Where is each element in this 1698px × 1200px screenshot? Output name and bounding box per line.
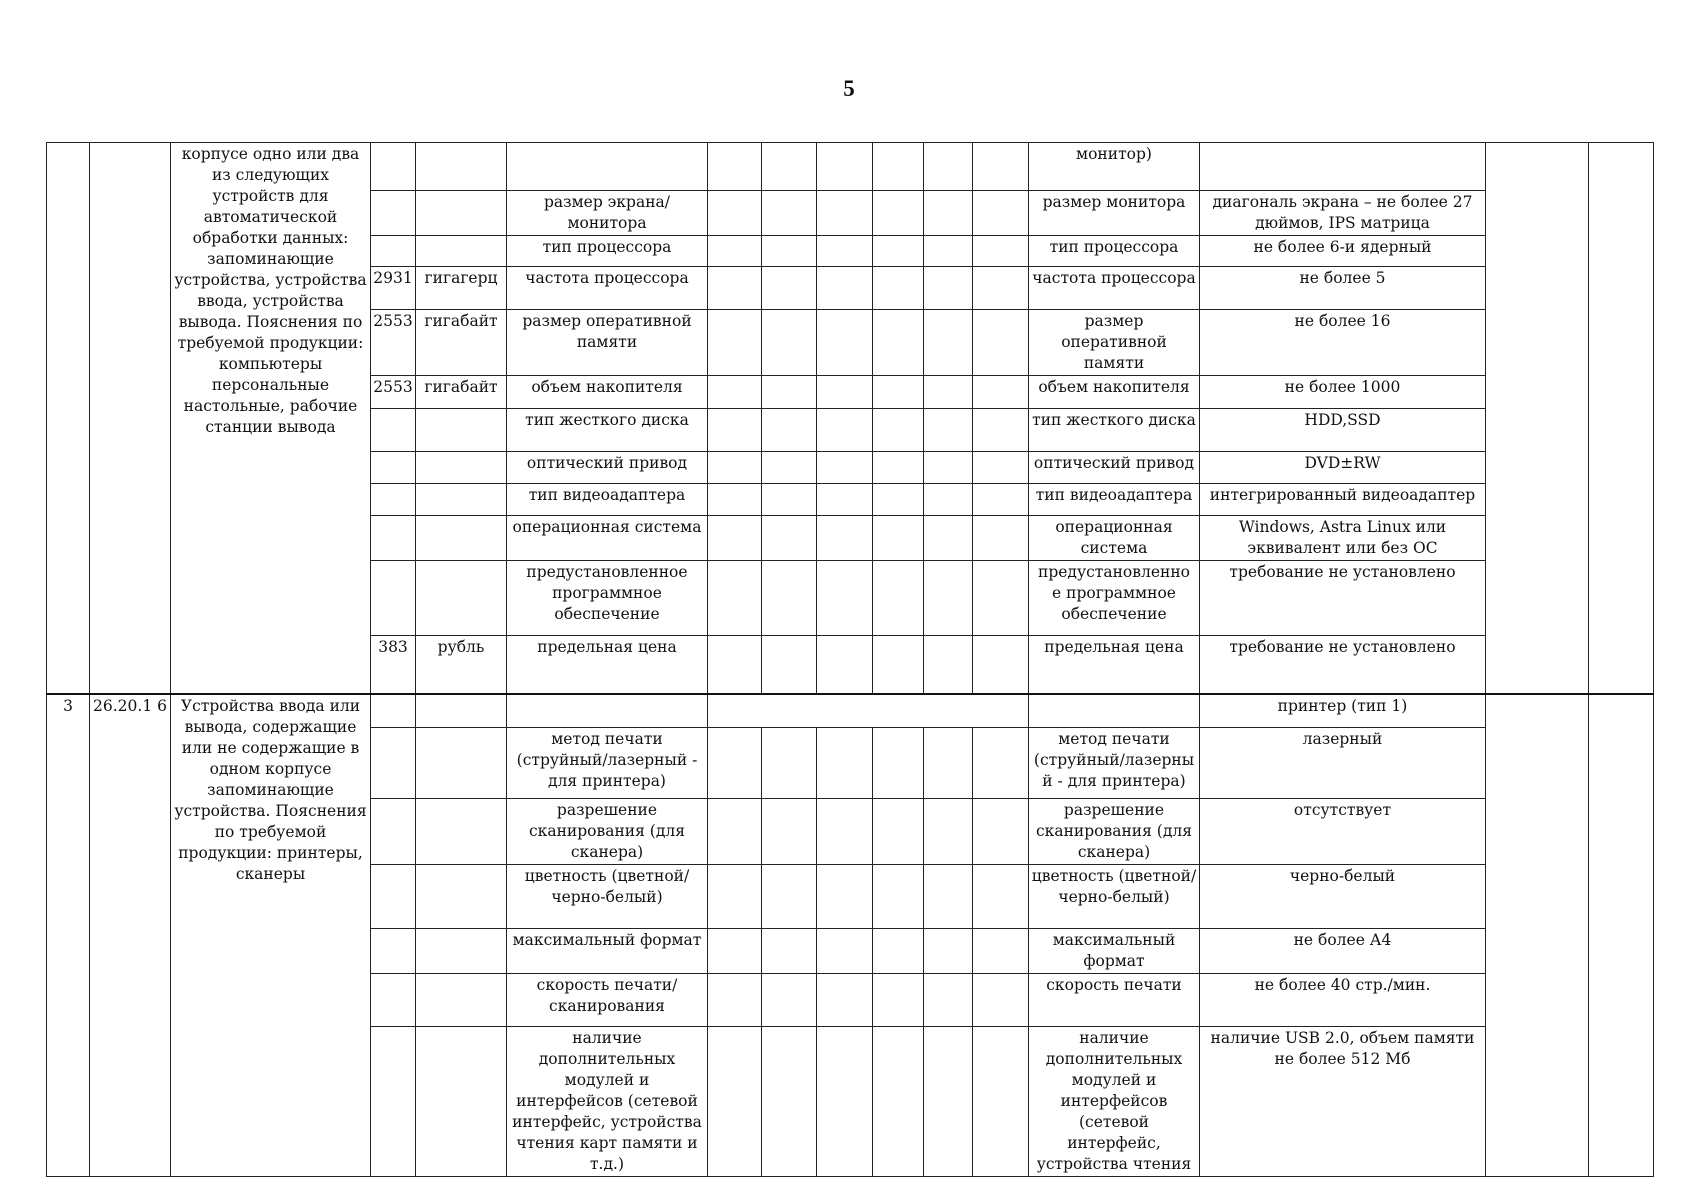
code-cell	[371, 974, 416, 1027]
empty-cell	[924, 929, 973, 974]
value-cell: требование не установлено	[1200, 636, 1486, 694]
empty-cell	[1486, 143, 1589, 694]
value-cell: принтер (тип 1)	[1200, 694, 1486, 728]
characteristic-cell: наличие дополнительных модулей и интерфейсов (сетевой интерфейс, устройства чтения	[1029, 1027, 1200, 1177]
empty-cell	[708, 484, 762, 516]
okpd-code: 26.20.1 6	[90, 694, 171, 1177]
name-cell: размер оперативной памяти	[507, 310, 708, 376]
code-cell	[371, 929, 416, 974]
specification-table	[46, 142, 1654, 1177]
unit-cell: гигагерц	[416, 267, 507, 310]
name-cell: тип процессора	[507, 236, 708, 267]
name-cell: размер экрана/монитора	[507, 191, 708, 236]
unit-cell	[416, 974, 507, 1027]
table-row	[47, 143, 1654, 191]
empty-cell	[817, 409, 873, 452]
empty-cell	[708, 516, 762, 561]
empty-cell	[924, 1027, 973, 1177]
empty-cell	[873, 561, 924, 636]
empty-cell	[817, 1027, 873, 1177]
empty-cell	[817, 452, 873, 484]
characteristic-cell: оптический привод	[1029, 452, 1200, 484]
name-cell: предельная цена	[507, 636, 708, 694]
empty-cell	[1486, 694, 1589, 1177]
empty-cell	[817, 974, 873, 1027]
name-cell: разрешение сканирования (для сканера)	[507, 799, 708, 865]
empty-cell	[817, 799, 873, 865]
empty-cell	[817, 143, 873, 191]
empty-cell	[817, 929, 873, 974]
empty-cell	[924, 636, 973, 694]
empty-cell	[708, 310, 762, 376]
empty-cell	[708, 191, 762, 236]
empty-cell	[817, 484, 873, 516]
value-cell: не более 5	[1200, 267, 1486, 310]
empty-cell	[708, 799, 762, 865]
value-cell: лазерный	[1200, 728, 1486, 799]
name-cell: скорость печати/сканирования	[507, 974, 708, 1027]
unit-cell	[416, 929, 507, 974]
name-cell: операционная система	[507, 516, 708, 561]
empty-cell	[817, 865, 873, 929]
characteristic-cell: размер оперативной памяти	[1029, 310, 1200, 376]
value-cell: DVD±RW	[1200, 452, 1486, 484]
unit-cell	[416, 143, 507, 191]
empty-cell	[708, 409, 762, 452]
characteristic-cell: частота процессора	[1029, 267, 1200, 310]
name-cell: оптический привод	[507, 452, 708, 484]
empty-cell	[973, 561, 1029, 636]
unit-cell	[416, 452, 507, 484]
empty-cell	[924, 143, 973, 191]
product-description: Устройства ввода или вывода, содержащие или не содержащие в одном корпусе запоминающие устройства. Пояснения по требуемой продукции: принтеры, сканеры	[171, 694, 371, 1177]
characteristic-cell: размер монитора	[1029, 191, 1200, 236]
empty-cell	[973, 1027, 1029, 1177]
empty-cell	[762, 452, 817, 484]
value-cell: не более 6-и ядерный	[1200, 236, 1486, 267]
name-cell: тип видеоадаптера	[507, 484, 708, 516]
empty-cell	[973, 728, 1029, 799]
code-cell	[371, 516, 416, 561]
characteristic-cell: тип видеоадаптера	[1029, 484, 1200, 516]
code-cell	[371, 728, 416, 799]
empty-cell	[762, 865, 817, 929]
name-cell: тип жесткого диска	[507, 409, 708, 452]
unit-cell	[416, 409, 507, 452]
empty-cell	[708, 236, 762, 267]
characteristic-cell: максимальный формат	[1029, 929, 1200, 974]
code-cell	[371, 484, 416, 516]
empty-cell	[873, 865, 924, 929]
page-number: 5	[843, 76, 855, 101]
code-cell	[371, 865, 416, 929]
empty-cell	[708, 452, 762, 484]
code-cell	[371, 1027, 416, 1177]
empty-cell	[873, 409, 924, 452]
empty-cell	[924, 236, 973, 267]
empty-cell	[924, 974, 973, 1027]
empty-cell	[817, 728, 873, 799]
empty-cell	[973, 409, 1029, 452]
characteristic-cell: объем накопителя	[1029, 376, 1200, 409]
code-cell	[371, 236, 416, 267]
unit-cell	[416, 236, 507, 267]
empty-cell	[708, 143, 762, 191]
empty-cell	[762, 974, 817, 1027]
empty-cell	[47, 143, 90, 694]
empty-cell	[1029, 694, 1200, 728]
empty-cell	[973, 310, 1029, 376]
empty-cell	[973, 929, 1029, 974]
empty-cell	[973, 267, 1029, 310]
value-cell: отсутствует	[1200, 799, 1486, 865]
empty-cell	[873, 484, 924, 516]
unit-cell: гигабайт	[416, 376, 507, 409]
name-cell: объем накопителя	[507, 376, 708, 409]
empty-cell	[708, 1027, 762, 1177]
empty-cell	[973, 143, 1029, 191]
empty-cell	[762, 516, 817, 561]
value-cell: не более 16	[1200, 310, 1486, 376]
empty-cell	[1589, 143, 1654, 694]
empty-cell	[873, 267, 924, 310]
name-cell: метод печати (струйный/лазерный - для принтера)	[507, 728, 708, 799]
empty-cell	[507, 694, 708, 728]
empty-cell	[873, 143, 924, 191]
empty-cell	[873, 929, 924, 974]
empty-cell	[708, 636, 762, 694]
empty-cell	[708, 694, 1029, 728]
unit-cell	[416, 561, 507, 636]
empty-cell	[762, 1027, 817, 1177]
value-cell: наличие USB 2.0, объем памяти не более 512 Мб	[1200, 1027, 1486, 1177]
code-cell: 2553	[371, 310, 416, 376]
empty-cell	[817, 561, 873, 636]
empty-cell	[973, 516, 1029, 561]
empty-cell	[708, 376, 762, 409]
code-cell	[371, 452, 416, 484]
value-cell: не более А4	[1200, 929, 1486, 974]
empty-cell	[873, 974, 924, 1027]
row-number: 3	[47, 694, 90, 1177]
empty-cell	[708, 974, 762, 1027]
empty-cell	[973, 452, 1029, 484]
value-cell: Windows, Astra Linux или эквивалент или без ОС	[1200, 516, 1486, 561]
name-cell: цветность (цветной/черно-белый)	[507, 865, 708, 929]
characteristic-cell: скорость печати	[1029, 974, 1200, 1027]
empty-cell	[873, 236, 924, 267]
empty-cell	[762, 310, 817, 376]
empty-cell	[873, 728, 924, 799]
value-cell: HDD,SSD	[1200, 409, 1486, 452]
characteristic-cell: монитор)	[1029, 143, 1200, 191]
empty-cell	[762, 191, 817, 236]
empty-cell	[762, 728, 817, 799]
unit-cell	[416, 799, 507, 865]
empty-cell	[762, 561, 817, 636]
empty-cell	[924, 191, 973, 236]
code-cell	[371, 409, 416, 452]
empty-cell	[973, 484, 1029, 516]
empty-cell	[817, 267, 873, 310]
unit-cell	[416, 191, 507, 236]
empty-cell	[708, 865, 762, 929]
value-cell: черно-белый	[1200, 865, 1486, 929]
empty-cell	[973, 974, 1029, 1027]
name-cell	[507, 143, 708, 191]
code-cell: 383	[371, 636, 416, 694]
value-cell: интегрированный видеоадаптер	[1200, 484, 1486, 516]
code-cell	[371, 143, 416, 191]
empty-cell	[873, 1027, 924, 1177]
empty-cell	[762, 636, 817, 694]
table-row	[47, 694, 1654, 728]
empty-cell	[924, 799, 973, 865]
empty-cell	[817, 376, 873, 409]
empty-cell	[762, 236, 817, 267]
empty-cell	[973, 799, 1029, 865]
empty-cell	[1589, 694, 1654, 1177]
characteristic-cell: тип жесткого диска	[1029, 409, 1200, 452]
empty-cell	[873, 310, 924, 376]
empty-cell	[973, 236, 1029, 267]
name-cell: максимальный формат	[507, 929, 708, 974]
characteristic-cell: предустановленно е программное обеспечение	[1029, 561, 1200, 636]
unit-cell	[416, 516, 507, 561]
empty-cell	[817, 636, 873, 694]
empty-cell	[873, 516, 924, 561]
empty-cell	[973, 865, 1029, 929]
empty-cell	[873, 376, 924, 409]
unit-cell: рубль	[416, 636, 507, 694]
empty-cell	[924, 865, 973, 929]
empty-cell	[873, 452, 924, 484]
empty-cell	[762, 929, 817, 974]
empty-cell	[708, 929, 762, 974]
empty-cell	[762, 799, 817, 865]
empty-cell	[762, 409, 817, 452]
empty-cell	[762, 267, 817, 310]
empty-cell	[817, 516, 873, 561]
name-cell: частота процессора	[507, 267, 708, 310]
characteristic-cell: цветность (цветной/черно-белый)	[1029, 865, 1200, 929]
characteristic-cell: разрешение сканирования (для сканера)	[1029, 799, 1200, 865]
empty-cell	[873, 636, 924, 694]
empty-cell	[924, 409, 973, 452]
code-cell: 2931	[371, 267, 416, 310]
code-cell	[371, 799, 416, 865]
characteristic-cell: предельная цена	[1029, 636, 1200, 694]
product-description: корпусе одно или два из следующих устройств для автоматической обработки данных: запоминающие устройства, устройства ввода, устройства вывода. Пояснения по требуемой продукции: компьютеры персональные настольные, рабочие станции вывода	[171, 143, 371, 694]
value-cell: не более 1000	[1200, 376, 1486, 409]
empty-cell	[708, 267, 762, 310]
empty-cell	[817, 236, 873, 267]
specification-table-body	[47, 143, 1654, 1177]
value-cell: требование не установлено	[1200, 561, 1486, 636]
empty-cell	[873, 191, 924, 236]
unit-cell	[416, 484, 507, 516]
empty-cell	[924, 310, 973, 376]
empty-cell	[973, 636, 1029, 694]
unit-cell	[416, 1027, 507, 1177]
empty-cell	[924, 516, 973, 561]
empty-cell	[924, 561, 973, 636]
value-cell: не более 40 стр./мин.	[1200, 974, 1486, 1027]
unit-cell	[416, 728, 507, 799]
empty-cell	[416, 694, 507, 728]
empty-cell	[90, 143, 171, 694]
characteristic-cell: операционная система	[1029, 516, 1200, 561]
empty-cell	[708, 561, 762, 636]
value-cell: диагональ экрана – не более 27 дюймов, IPS матрица	[1200, 191, 1486, 236]
characteristic-cell: тип процессора	[1029, 236, 1200, 267]
name-cell: предустановленное программное обеспечение	[507, 561, 708, 636]
code-cell: 2553	[371, 376, 416, 409]
empty-cell	[973, 191, 1029, 236]
empty-cell	[924, 484, 973, 516]
empty-cell	[762, 376, 817, 409]
empty-cell	[973, 376, 1029, 409]
empty-cell	[371, 694, 416, 728]
code-cell	[371, 191, 416, 236]
empty-cell	[708, 728, 762, 799]
characteristic-cell: метод печати (струйный/лазерны й - для принтера)	[1029, 728, 1200, 799]
name-cell: наличие дополнительных модулей и интерфейсов (сетевой интерфейс, устройства чтения карт памяти и т.д.)	[507, 1027, 708, 1177]
empty-cell	[817, 310, 873, 376]
empty-cell	[924, 267, 973, 310]
unit-cell	[416, 865, 507, 929]
empty-cell	[924, 376, 973, 409]
empty-cell	[873, 799, 924, 865]
empty-cell	[817, 191, 873, 236]
empty-cell	[924, 728, 973, 799]
empty-cell	[762, 143, 817, 191]
unit-cell: гигабайт	[416, 310, 507, 376]
empty-cell	[924, 452, 973, 484]
empty-cell	[762, 484, 817, 516]
code-cell	[371, 561, 416, 636]
value-cell	[1200, 143, 1486, 191]
